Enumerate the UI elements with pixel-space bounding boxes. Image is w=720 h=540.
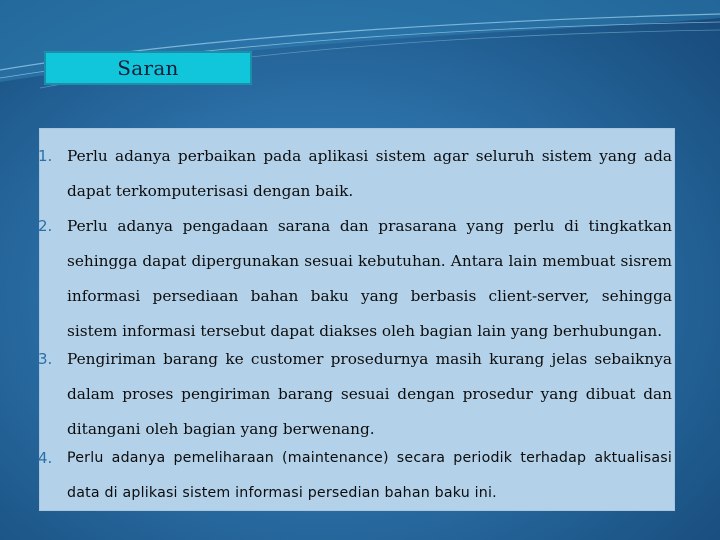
- slide-title-box: [44, 51, 252, 85]
- list-item-text: Perlu adanya perbaikan pada aplikasi sistem agar seluruh sistem yang ada dapat terkomputerisasi dengan baik.: [67, 147, 672, 200]
- suggestions-panel: [39, 128, 675, 511]
- list-item-number: 4.: [38, 449, 53, 467]
- slide-title: Saran: [117, 56, 179, 80]
- list-item-number: 1.: [38, 147, 53, 165]
- list-item: [40, 449, 672, 511]
- list-item-text: Perlu adanya pengadaan sarana dan prasarana yang perlu di tingkatkan sehingga dapat dipergunakan sesuai kebutuhan. Antara lain membuat sisrem informasi persediaan bahan baku yang berbasis client-server, sehingga sistem informasi tersebut dapat diakses oleh bagian lain yang berhubungan.: [67, 217, 672, 340]
- list-item: [40, 350, 672, 447]
- list-item-text: Pengiriman barang ke customer prosedurnya masih kurang jelas sebaiknya dalam proses pengiriman barang sesuai dengan prosedur yang dibuat dan ditangani oleh bagian yang berwenang.: [67, 350, 672, 438]
- list-item: [40, 217, 672, 349]
- list-item-number: 3.: [38, 350, 53, 368]
- list-item-number: 2.: [38, 217, 53, 235]
- decorative-swoosh: [0, 0, 720, 100]
- list-item-text: Perlu adanya pemeliharaan (maintenance) secara periodik terhadap aktualisasi data di aplikasi sistem informasi persedian bahan baku ini.: [67, 450, 672, 501]
- list-item: [40, 147, 672, 209]
